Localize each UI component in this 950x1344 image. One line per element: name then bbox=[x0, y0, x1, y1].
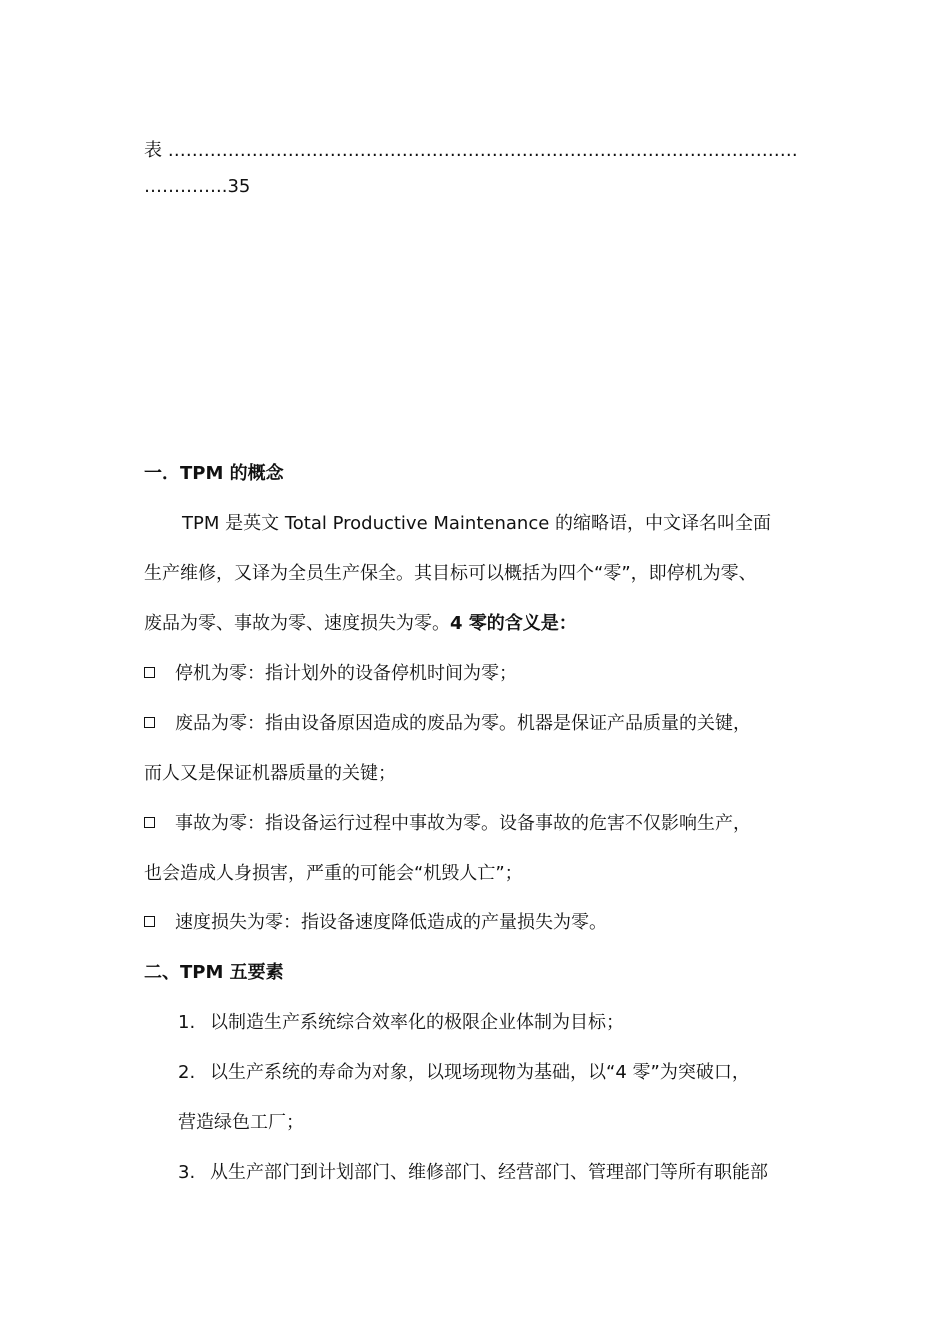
item-number: 3. bbox=[178, 1162, 196, 1183]
bullet-text: 事故为零：指设备运行过程中事故为零。设备事故的危害不仅影响生产， bbox=[175, 813, 751, 834]
bullet-item bbox=[144, 661, 517, 687]
para-line-3 bbox=[144, 611, 577, 637]
checkbox-square-icon bbox=[144, 916, 155, 927]
bullet-continuation: 也会造成人身损害，严重的可能会“机毁人亡”； bbox=[144, 863, 523, 884]
bullet-item bbox=[144, 811, 751, 837]
numbered-item bbox=[178, 1160, 768, 1186]
item-number: 1. bbox=[178, 1012, 196, 1033]
toc-line-1: 表 …………………………………………………………………………………………… bbox=[144, 140, 798, 161]
section1-heading: 一．TPM 的概念 bbox=[144, 463, 284, 484]
checkbox-square-icon bbox=[144, 667, 155, 678]
bullet-text: 停机为零：指计划外的设备停机时间为零； bbox=[175, 663, 517, 684]
item-number: 2. bbox=[178, 1062, 196, 1083]
bullet-continuation: 而人又是保证机器质量的关键； bbox=[144, 763, 396, 784]
para-line-1: TPM 是英文 Total Productive Maintenance 的缩略语，中文译名叫全面 bbox=[182, 513, 772, 534]
item-text: 以生产系统的寿命为对象，以现场现物为基础，以“4 零”为突破口， bbox=[210, 1062, 750, 1083]
item-continuation: 营造绿色工厂； bbox=[178, 1112, 304, 1133]
section2-heading: 二、TPM 五要素 bbox=[144, 962, 284, 983]
four-zero-meaning-label: 4 零的含义是： bbox=[450, 613, 577, 634]
toc-line-2: …………..35 bbox=[144, 176, 251, 197]
numbered-item bbox=[178, 1060, 750, 1086]
bullet-text: 废品为零：指由设备原因造成的废品为零。机器是保证产品质量的关键， bbox=[175, 713, 751, 734]
bullet-text: 速度损失为零：指设备速度降低造成的产量损失为零。 bbox=[175, 912, 607, 933]
checkbox-square-icon bbox=[144, 817, 155, 828]
para-line-2: 生产维修，又译为全员生产保全。其目标可以概括为四个“零”，即停机为零、 bbox=[144, 563, 757, 584]
numbered-item bbox=[178, 1010, 624, 1036]
bullet-item bbox=[144, 910, 607, 936]
item-text: 从生产部门到计划部门、维修部门、经营部门、管理部门等所有职能部 bbox=[210, 1162, 768, 1183]
para-line-3-text: 废品为零、事故为零、速度损失为零。 bbox=[144, 613, 450, 634]
item-text: 以制造生产系统综合效率化的极限企业体制为目标； bbox=[210, 1012, 624, 1033]
bullet-item bbox=[144, 711, 751, 737]
checkbox-square-icon bbox=[144, 717, 155, 728]
